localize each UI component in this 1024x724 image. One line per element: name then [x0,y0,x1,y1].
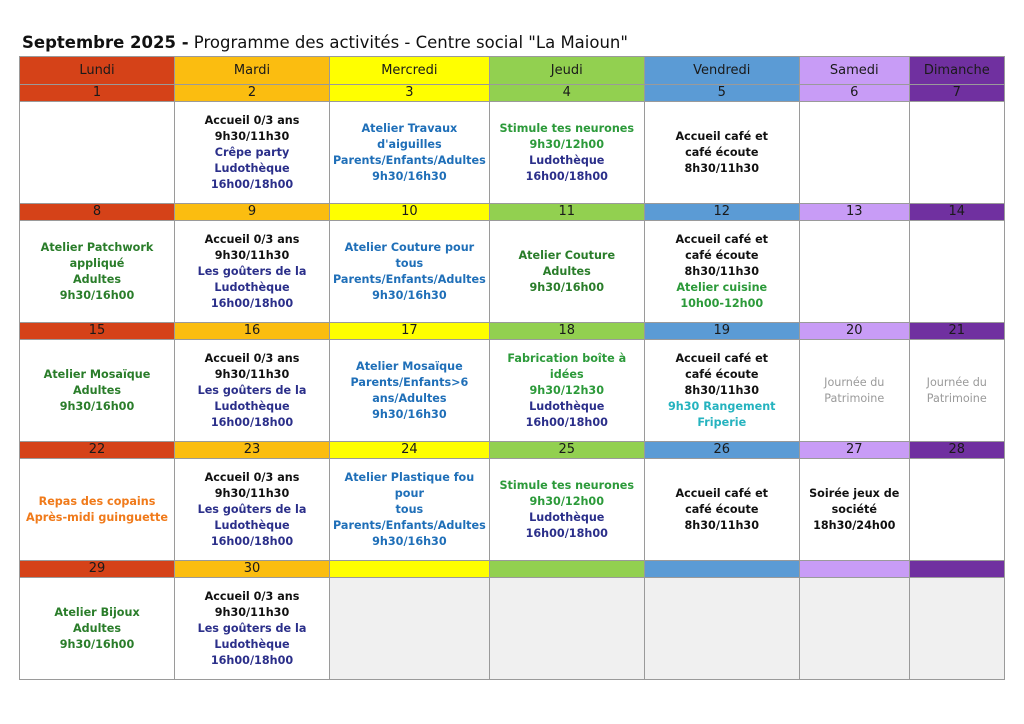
activity-line: Ludothèque [529,153,605,167]
day-number-saturday: 27 [799,442,909,459]
activity-line: Ludothèque [529,399,605,413]
date-number-row [20,323,1005,340]
activity-line: Atelier Plastique fou pour [344,470,475,500]
activity-line: Atelier Couture pour tous [344,240,475,270]
activity-line: Journée du [926,375,987,389]
week-activities-row [20,102,1005,204]
day-cell-thursday [489,102,644,204]
day-number-sunday: 21 [909,323,1004,340]
day-number-tuesday: 16 [175,323,330,340]
date-number-row [20,204,1005,221]
day-cell-tuesday [175,578,330,680]
day-number-saturday: 6 [799,85,909,102]
activity-line: Patrimoine [926,391,987,405]
day-number-wednesday: 24 [330,442,490,459]
activity-line: Ludothèque [214,518,290,532]
activity-line: 8h30/11h30 [684,161,760,175]
day-number-tuesday: 30 [175,561,330,578]
activity-line: 16h00/18h00 [210,653,294,667]
activity-line: Accueil 0/3 ans [204,232,300,246]
day-cell-tuesday [175,102,330,204]
activity-line: 9h30/16h00 [59,637,135,651]
day-cell-saturday [799,459,909,561]
day-number-wednesday [330,561,490,578]
activity-line: Parents/Enfants/Adultes [333,272,486,286]
activity-line: Après-midi guinguette [26,510,168,524]
day-number-thursday: 11 [489,204,644,221]
day-number-wednesday: 10 [330,204,490,221]
day-cell-monday [20,578,175,680]
activity-line: 9h30/12h00 [529,494,605,508]
day-number-monday: 29 [20,561,175,578]
activity-line: 9h30/11h30 [214,367,290,381]
activity-line: 16h00/18h00 [525,415,608,429]
activity-line: Fabrication boîte à idées [507,351,627,381]
activity-line: Les goûters de la [197,383,307,397]
activity-line: 16h00/18h00 [210,534,294,548]
day-number-friday: 12 [644,204,799,221]
activity-line: 9h30/11h30 [214,605,290,619]
activity-line: tous [395,502,424,516]
activity-line: 8h30/11h30 [684,264,760,278]
activity-line: Les goûters de la [197,264,307,278]
weekday-header-saturday: Samedi [799,57,909,85]
activity-line: Atelier Patchwork [40,240,154,254]
day-number-saturday: 20 [799,323,909,340]
weekday-header-sunday: Dimanche [909,57,1004,85]
activity-line: Accueil 0/3 ans [204,589,300,603]
activity-line: Adultes [542,264,591,278]
date-number-row [20,442,1005,459]
day-number-saturday: 13 [799,204,909,221]
activity-line: Crêpe party Ludothèque [214,145,290,175]
activity-line: Accueil café et [675,351,769,365]
day-number-wednesday: 17 [330,323,490,340]
activity-line: ans/Adultes [372,391,447,405]
week-activities-row [20,340,1005,442]
day-cell-sunday [909,340,1004,442]
activity-calendar [19,56,1005,680]
day-cell-friday [644,459,799,561]
activity-line: Soirée jeux de [809,486,900,500]
activity-line: café écoute [685,502,759,516]
activity-line: 16h00/18h00 [210,415,294,429]
day-cell-monday [20,459,175,561]
day-number-sunday: 7 [909,85,1004,102]
day-cell-wednesday [330,102,490,204]
activity-line: Atelier Travaux d'aiguilles [361,121,458,151]
day-cell-tuesday [175,221,330,323]
activity-line: Parents/Enfants/Adultes [333,518,486,532]
activity-line: Adultes [72,621,122,635]
activity-line: café écoute [685,367,759,381]
day-number-friday: 5 [644,85,799,102]
day-number-sunday: 14 [909,204,1004,221]
activity-line: café écoute [685,248,759,262]
day-number-thursday [489,561,644,578]
date-number-row [20,561,1005,578]
title-month: Septembre 2025 - [22,33,189,52]
activity-line: 18h30/24h00 [813,518,896,532]
day-number-friday: 26 [644,442,799,459]
day-number-thursday: 18 [489,323,644,340]
activity-line: 9h30/11h30 [214,248,290,262]
activity-line: 9h30/16h00 [529,280,605,294]
day-cell-friday [644,102,799,204]
activity-line: Accueil café et [675,129,769,143]
activity-line: Parents/Enfants/Adultes [333,153,486,167]
activity-line: 16h00/18h00 [525,169,608,183]
weekday-header-friday: Vendredi [644,57,799,85]
day-number-saturday [799,561,909,578]
day-cell-monday [20,221,175,323]
day-number-thursday: 25 [489,442,644,459]
activity-line: 9h30/16h00 [59,399,135,413]
day-cell-wednesday [330,578,490,680]
activity-line: 9h30/12h30 [529,383,605,397]
activity-line: 9h30/11h30 [214,486,290,500]
day-number-friday: 19 [644,323,799,340]
weekday-header-row [20,57,1005,85]
activity-line: Patrimoine [824,391,885,405]
activity-line: 9h30 Rangement Friperie [668,399,776,429]
date-number-row [20,85,1005,102]
day-cell-saturday [799,102,909,204]
activity-line: 9h30/11h30 [214,129,290,143]
day-number-thursday: 4 [489,85,644,102]
activity-line: Stimule tes neurones [499,478,635,492]
day-cell-thursday [489,578,644,680]
activity-line: Accueil 0/3 ans [204,113,300,127]
day-number-monday: 22 [20,442,175,459]
day-cell-wednesday [330,459,490,561]
day-cell-friday [644,221,799,323]
activity-line: Stimule tes neurones [499,121,635,135]
activity-line: Accueil 0/3 ans [204,351,300,365]
weekday-header-thursday: Jeudi [489,57,644,85]
day-cell-tuesday [175,340,330,442]
activity-line: Atelier Couture [518,248,616,262]
activity-line: 10h00-12h00 [680,296,764,310]
activity-line: 9h30/12h00 [529,137,605,151]
activity-line: Accueil 0/3 ans [204,470,300,484]
day-cell-monday [20,102,175,204]
week-activities-row [20,578,1005,680]
weekday-header-tuesday: Mardi [175,57,330,85]
day-cell-thursday [489,340,644,442]
day-cell-monday [20,340,175,442]
activity-line: Atelier Bijoux [54,605,140,619]
activity-line: 9h30/16h00 [59,288,135,302]
day-number-monday: 15 [20,323,175,340]
day-cell-saturday [799,221,909,323]
activity-line: société [831,502,877,516]
title-text: Programme des activités - Centre social "La Maioun" [188,33,628,52]
week-activities-row [20,459,1005,561]
day-cell-saturday [799,578,909,680]
weekday-header-monday: Lundi [20,57,175,85]
activity-line: Les goûters de la [197,621,307,635]
day-cell-friday [644,578,799,680]
day-cell-sunday [909,102,1004,204]
day-number-monday: 8 [20,204,175,221]
activity-line: 16h00/18h00 [210,296,294,310]
day-cell-wednesday [330,340,490,442]
activity-line: Ludothèque [529,510,605,524]
day-number-tuesday: 2 [175,85,330,102]
activity-line: Ludothèque [214,399,290,413]
activity-line: Ludothèque [214,637,290,651]
day-cell-sunday [909,459,1004,561]
day-number-tuesday: 9 [175,204,330,221]
weekday-header-wednesday: Mercredi [330,57,490,85]
day-number-wednesday: 3 [330,85,490,102]
activity-line: café écoute [685,145,759,159]
activity-line: 16h00/18h00 [210,177,294,191]
activity-line: Parents/Enfants>6 [350,375,469,389]
day-number-friday [644,561,799,578]
day-cell-saturday [799,340,909,442]
page-title [22,33,628,52]
day-cell-thursday [489,221,644,323]
day-cell-friday [644,340,799,442]
activity-line: Les goûters de la [197,502,307,516]
activity-line: 16h00/18h00 [525,526,608,540]
activity-line: appliqué [69,256,125,270]
activity-line: 9h30/16h30 [372,534,447,548]
activity-line: Ludothèque [214,280,290,294]
day-number-monday: 1 [20,85,175,102]
day-cell-sunday [909,221,1004,323]
day-cell-thursday [489,459,644,561]
activity-line: Atelier Mosaïque [43,367,151,381]
week-activities-row [20,221,1005,323]
activity-line: 8h30/11h30 [684,383,760,397]
day-number-tuesday: 23 [175,442,330,459]
activity-line: 9h30/16h30 [372,288,447,302]
activity-line: Journée du [824,375,885,389]
activity-line: Atelier Mosaïque [356,359,463,373]
activity-line: Repas des copains [38,494,156,508]
day-number-sunday: 28 [909,442,1004,459]
activity-line: Atelier cuisine [676,280,768,294]
activity-line: 8h30/11h30 [684,518,760,532]
day-number-sunday [909,561,1004,578]
day-cell-wednesday [330,221,490,323]
day-cell-sunday [909,578,1004,680]
activity-line: 9h30/16h30 [372,169,447,183]
activity-line: 9h30/16h30 [372,407,447,421]
activity-line: Accueil café et [675,486,769,500]
activity-line: Accueil café et [675,232,769,246]
activity-line: Adultes [72,272,122,286]
day-cell-tuesday [175,459,330,561]
activity-line: Adultes [72,383,122,397]
